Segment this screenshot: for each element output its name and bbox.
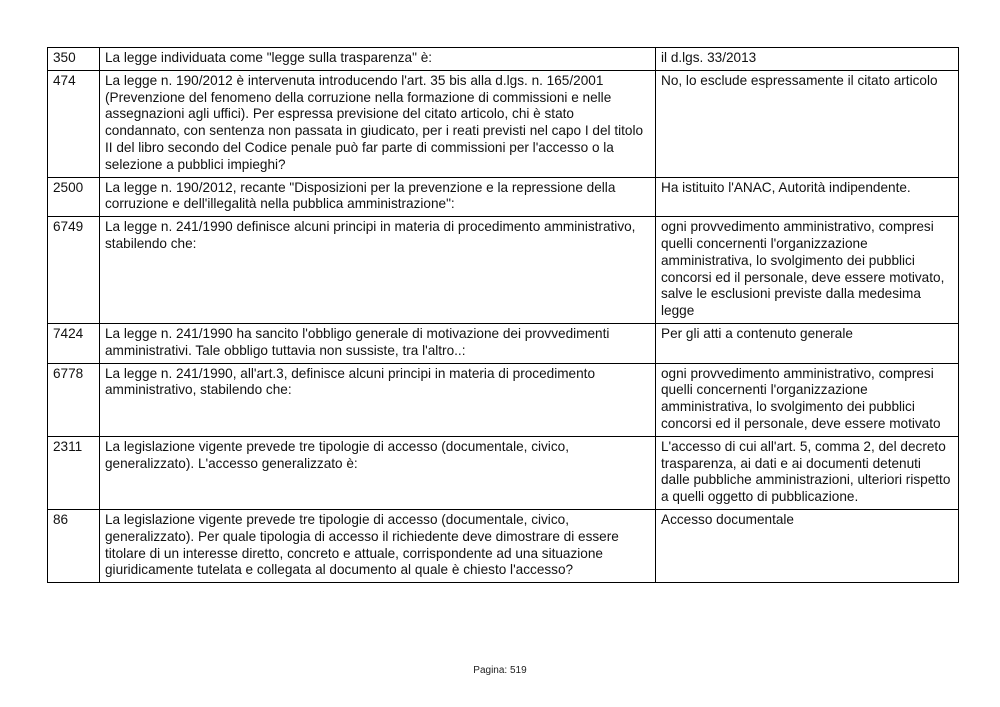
- page-number: Pagina: 519: [473, 665, 527, 676]
- table-row: [48, 363, 959, 436]
- answer-text: il d.lgs. 33/2013: [656, 48, 959, 71]
- answer-text: ogni provvedimento amministrativo, compresi quelli concernenti l'organizzazione amministrativa, lo svolgimento dei pubblici concorsi ed il personale, deve essere motivato: [656, 363, 959, 436]
- question-id: 474: [48, 70, 100, 177]
- question-id: 6749: [48, 217, 100, 324]
- question-text: La legislazione vigente prevede tre tipologie di accesso (documentale, civico, generalizzato). Per quale tipologia di accesso il richiedente deve dimostrare di essere titolare di un interesse diretto, concreto e attuale, corrispondente ad una situazione giuridicamente tutelata e collegata al documento al quale è chiesto l'accesso?: [100, 509, 656, 582]
- question-text: La legge n. 190/2012 è intervenuta introducendo l'art. 35 bis alla d.lgs. n. 165/2001 (Prevenzione del fenomeno della corruzione nella formazione di commissioni e nelle assegnazioni agli uffici). Per espressa previsione del citato articolo, chi è stato condannato, con sentenza non passata in giudicato, per i reati previsti nel capo I del titolo II del libro secondo del Codice penale può far parte di commissioni per l'accesso o la selezione a pubblici impieghi?: [100, 70, 656, 177]
- question-text: La legge n. 241/1990 definisce alcuni principi in materia di procedimento amministrativo, stabilendo che:: [100, 217, 656, 324]
- question-text: La legge individuata come "legge sulla trasparenza" è:: [100, 48, 656, 71]
- question-id: 2500: [48, 177, 100, 217]
- question-id: 6778: [48, 363, 100, 436]
- answer-text: ogni provvedimento amministrativo, compresi quelli concernenti l'organizzazione amministrativa, lo svolgimento dei pubblici concorsi ed il personale, deve essere motivato, salve le esclusioni previste dalla medesima legge: [656, 217, 959, 324]
- question-text: La legislazione vigente prevede tre tipologie di accesso (documentale, civico, generalizzato). L'accesso generalizzato è:: [100, 436, 656, 509]
- questions-table: [47, 47, 959, 583]
- table-row: [48, 70, 959, 177]
- table-row: [48, 436, 959, 509]
- table-row: [48, 177, 959, 217]
- table-row: [48, 217, 959, 324]
- table-row: [48, 48, 959, 71]
- answer-text: Per gli atti a contenuto generale: [656, 323, 959, 363]
- table-row: [48, 323, 959, 363]
- question-text: La legge n. 241/1990 ha sancito l'obbligo generale di motivazione dei provvedimenti amministrativi. Tale obbligo tuttavia non sussiste, tra l'altro..:: [100, 323, 656, 363]
- question-id: 86: [48, 509, 100, 582]
- question-id: 350: [48, 48, 100, 71]
- answer-text: Accesso documentale: [656, 509, 959, 582]
- question-id: 2311: [48, 436, 100, 509]
- question-text: La legge n. 190/2012, recante "Disposizioni per la prevenzione e la repressione della corruzione e dell'illegalità nella pubblica amministrazione":: [100, 177, 656, 217]
- answer-text: Ha istituito l'ANAC, Autorità indipendente.: [656, 177, 959, 217]
- table-row: [48, 509, 959, 582]
- answer-text: No, lo esclude espressamente il citato articolo: [656, 70, 959, 177]
- question-id: 7424: [48, 323, 100, 363]
- answer-text: L'accesso di cui all'art. 5, comma 2, del decreto trasparenza, ai dati e ai documenti detenuti dalle pubbliche amministrazioni, ulteriori rispetto a quelli oggetto di pubblicazione.: [656, 436, 959, 509]
- question-text: La legge n. 241/1990, all'art.3, definisce alcuni principi in materia di procedimento amministrativo, stabilendo che:: [100, 363, 656, 436]
